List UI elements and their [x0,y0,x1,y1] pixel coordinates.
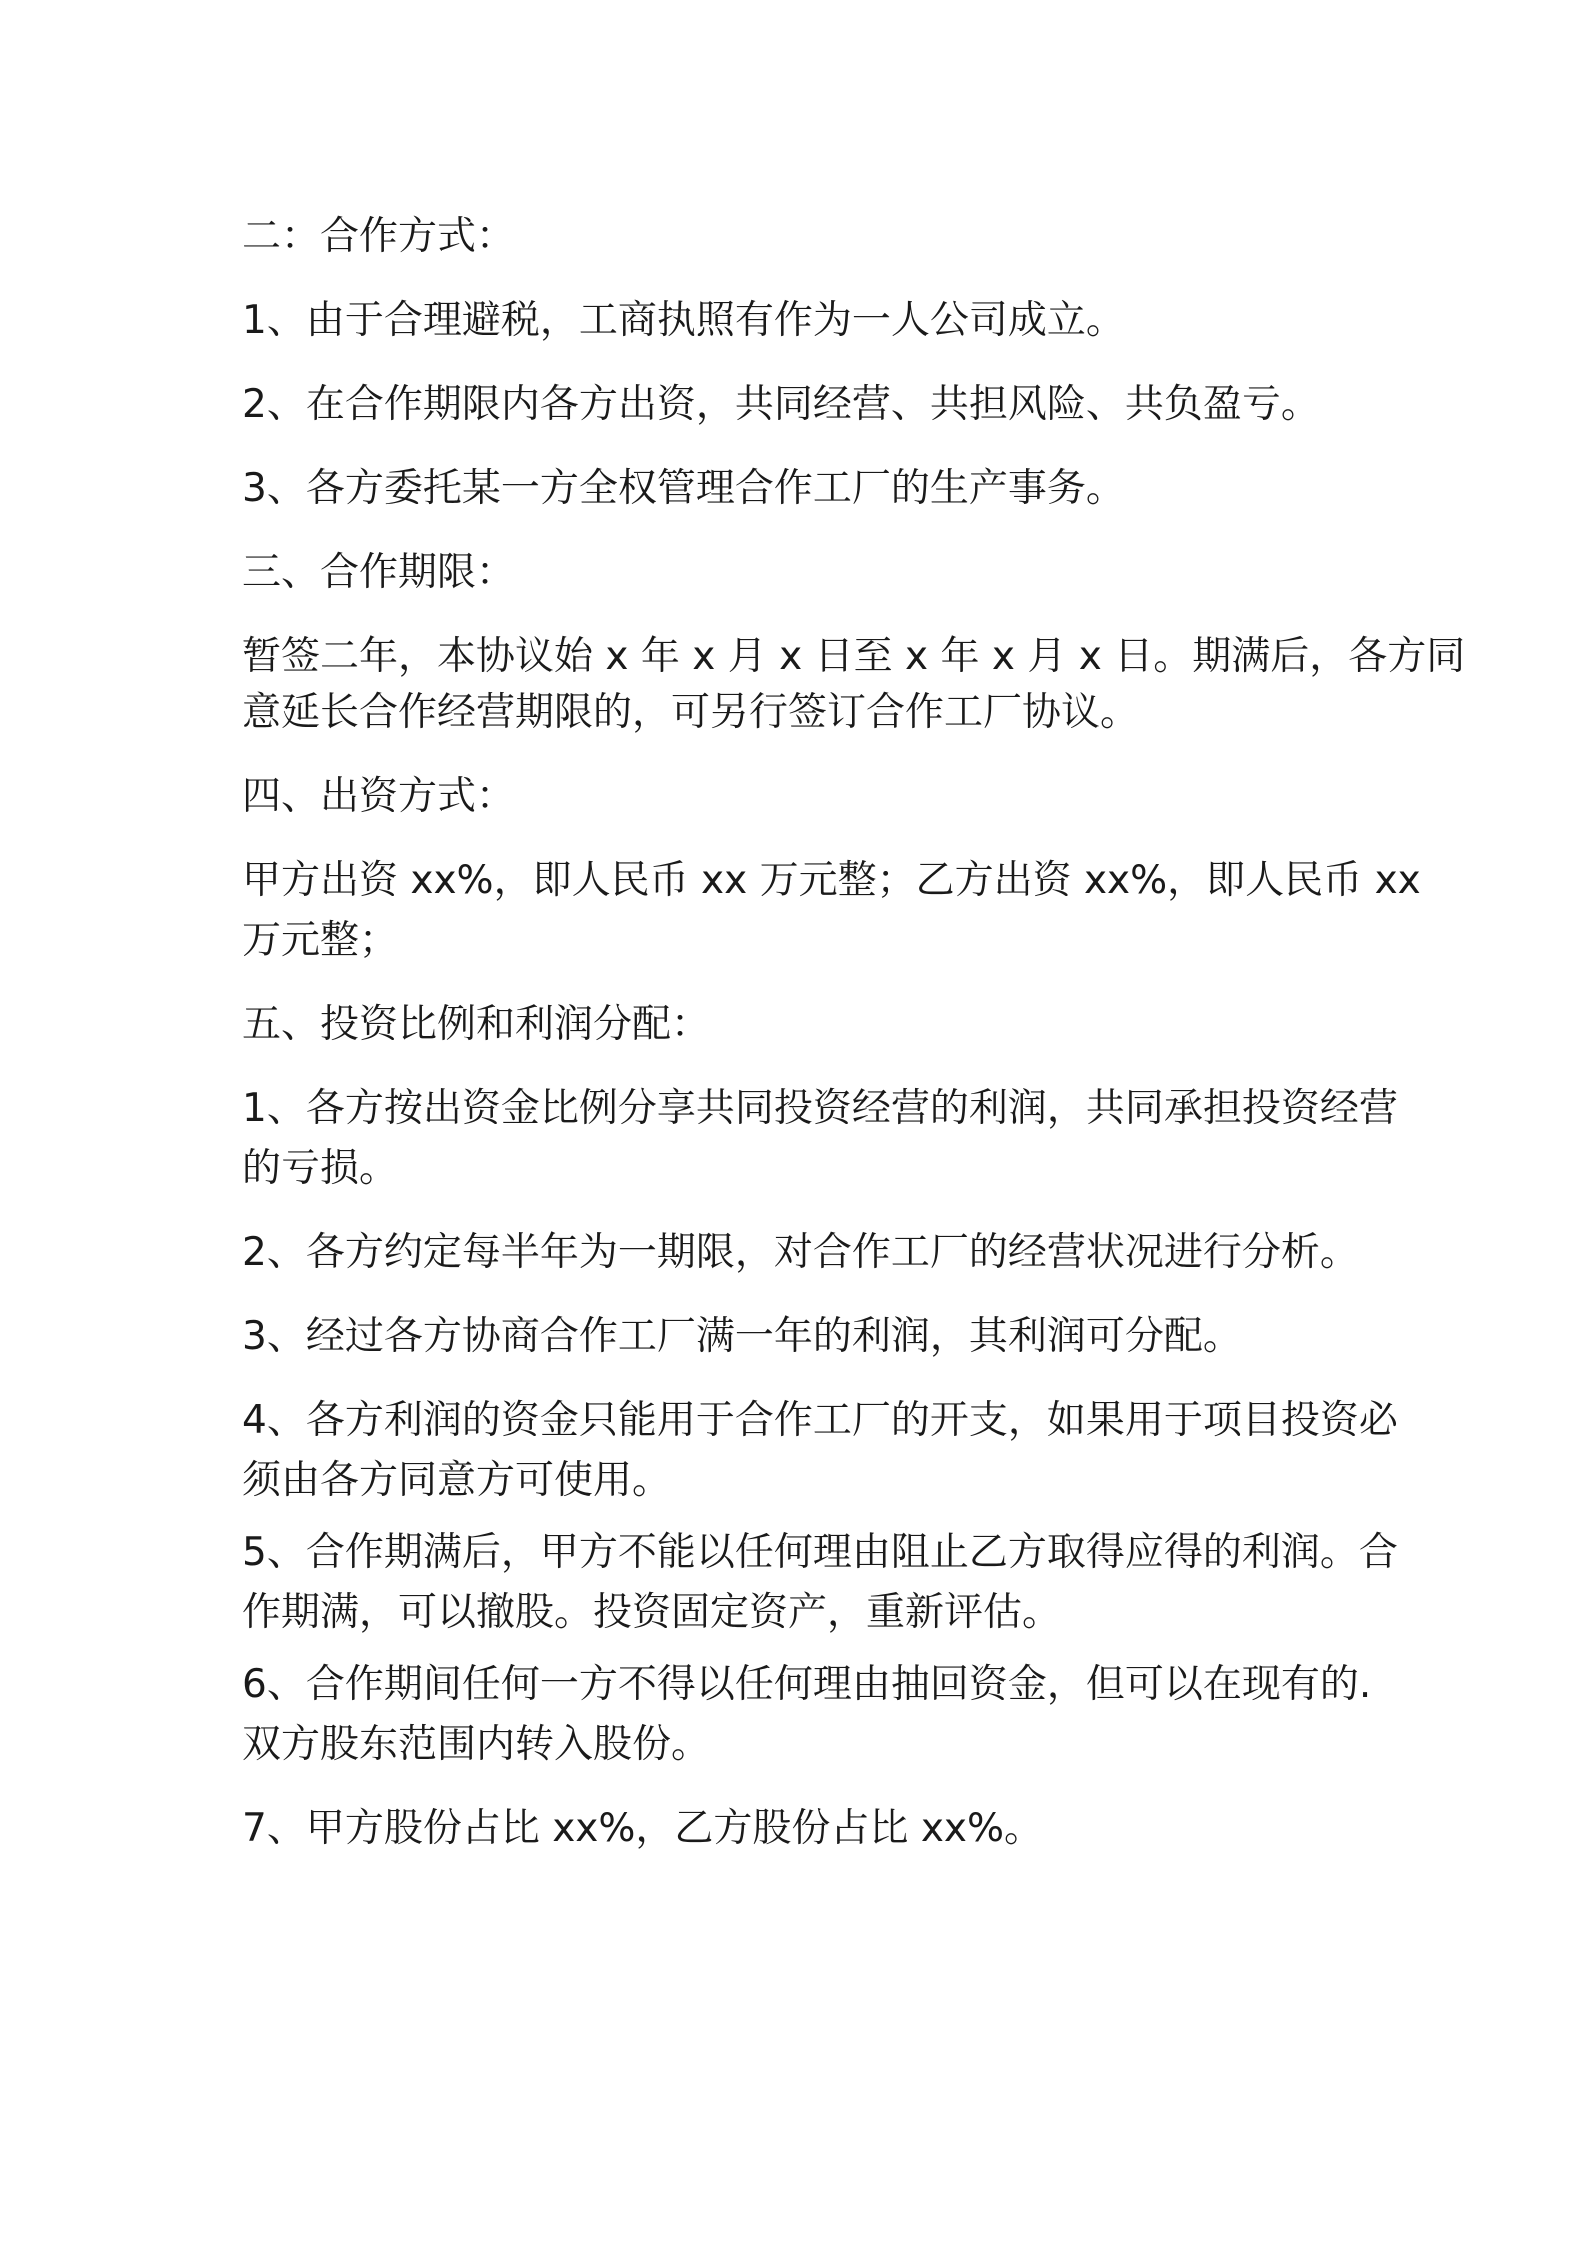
clause-line: 5、合作期满后，甲方不能以任何理由阻止乙方取得应得的利润。合 [242,1530,1398,1575]
clause-line: 须由各方同意方可使用。 [242,1458,672,1503]
clause-line: 双方股东范围内转入股份。 [242,1722,711,1767]
clause-line: 1、由于合理避税，工商执照有作为一人公司成立。 [242,298,1125,343]
clause-line: 4、各方利润的资金只能用于合作工厂的开支，如果用于项目投资必 [242,1398,1398,1443]
paragraph-line: 意延长合作经营期限的，可另行签订合作工厂协议。 [242,690,1140,735]
paragraph-line: 甲方出资 xx%，即人民币 xx 万元整；乙方出资 xx%，即人民币 xx [242,858,1421,903]
section-heading: 三、合作期限： [242,550,516,595]
clause-line: 作期满，可以撤股。投资固定资产，重新评估。 [242,1590,1062,1635]
document-body [242,195,1466,1871]
clause-line: 3、经过各方协商合作工厂满一年的利润，其利润可分配。 [242,1314,1242,1359]
clause-line: 的亏损。 [242,1146,399,1191]
paragraph-line: 万元整； [242,918,399,963]
clause-line: 6、合作期间任何一方不得以任何理由抽回资金，但可以在现有的. [242,1662,1372,1707]
clause-line: 2、各方约定每半年为一期限，对合作工厂的经营状况进行分析。 [242,1230,1359,1275]
clause-line: 3、各方委托某一方全权管理合作工厂的生产事务。 [242,466,1125,511]
paragraph-line: 暂签二年，本协议始 x 年 x 月 x 日至 x 年 x 月 x 日。期满后，各方同 [242,634,1466,679]
section-heading: 四、出资方式： [242,774,516,819]
clause-line: 1、各方按出资金比例分享共同投资经营的利润，共同承担投资经营 [242,1086,1398,1131]
section-heading: 二：合作方式： [242,214,516,259]
clause-line: 7、甲方股份占比 xx%，乙方股份占比 xx%。 [242,1806,1044,1851]
clause-line: 2、在合作期限内各方出资，共同经营、共担风险、共负盈亏。 [242,382,1320,427]
section-heading: 五、投资比例和利润分配： [242,1002,711,1047]
